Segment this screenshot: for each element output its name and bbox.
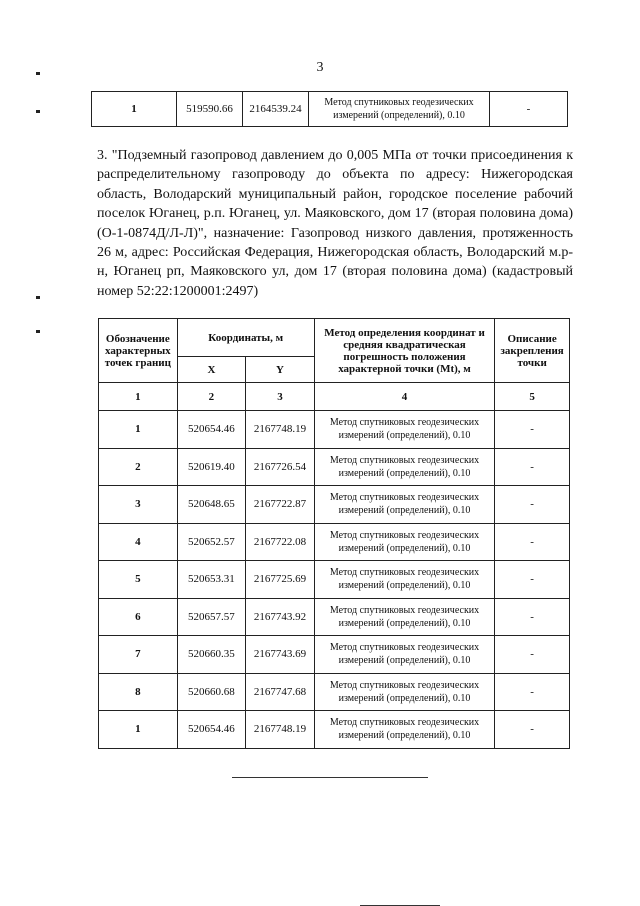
x-cell: 520654.46	[177, 411, 245, 449]
header-row	[99, 319, 570, 357]
y-cell: 2167747.68	[246, 673, 315, 711]
x-header: X	[177, 357, 245, 383]
x-cell: 520654.46	[177, 711, 245, 749]
y-cell: 2164539.24	[243, 92, 309, 127]
description-cell: -	[490, 92, 568, 127]
col-number: 3	[246, 383, 315, 411]
scan-mark	[36, 110, 40, 113]
method-cell: Метод спутниковых геодезических измерений (определений), 0.10	[314, 561, 494, 599]
col-number: 1	[99, 383, 178, 411]
point-cell: 2	[99, 448, 178, 486]
x-cell: 520653.31	[177, 561, 245, 599]
x-cell: 520657.57	[177, 598, 245, 636]
page-number: 3	[316, 60, 324, 75]
description-cell: -	[495, 636, 570, 674]
point-cell: 1	[92, 92, 177, 127]
x-cell: 519590.66	[177, 92, 243, 127]
description-cell: -	[495, 486, 570, 524]
table-row	[99, 411, 570, 449]
point-cell: 4	[99, 523, 178, 561]
method-cell: Метод спутниковых геодезических измерений (определений), 0.10	[314, 636, 494, 674]
point-cell: 1	[99, 411, 178, 449]
col-number: 5	[495, 383, 570, 411]
description-cell: -	[495, 411, 570, 449]
scan-mark	[36, 296, 40, 299]
object-paragraph: 3. "Подземный газопровод давлением до 0,005 МПа от точки присоединения к распределительному газопроводу до объекта по адресу: Нижегородская область, Володарский муниципальный район, городское поселение рабочий поселок Юганец, р.п. Юганец, ул. Маяковского, дом 17 (вторая половина дома) (О-1-0874Д/Л-Л)", назначение: Газопровод низкого давления, протяженность 26 м, адрес: Российская Федерация, Нижегородская область, Володарский м.р-н, Юганец рп, Маяковского ул, дом 17 (вторая половина дома) (кадастровый номер 52:22:1200001:2497)	[97, 148, 573, 299]
table-row	[99, 561, 570, 599]
description-cell: -	[495, 711, 570, 749]
scan-mark	[36, 330, 40, 333]
col-number: 4	[314, 383, 494, 411]
y-cell: 2167725.69	[246, 561, 315, 599]
description-cell: -	[495, 598, 570, 636]
method-cell: Метод спутниковых геодезических измерений (определений), 0.10	[314, 673, 494, 711]
x-cell: 520648.65	[177, 486, 245, 524]
continuation-table	[91, 91, 568, 127]
y-cell: 2167748.19	[246, 711, 315, 749]
coords-header: Координаты, м	[177, 319, 314, 357]
table-row	[99, 673, 570, 711]
table-row	[99, 448, 570, 486]
y-cell: 2167743.69	[246, 636, 315, 674]
point-cell: 5	[99, 561, 178, 599]
y-header: Y	[246, 357, 315, 383]
description-cell: -	[495, 523, 570, 561]
description-cell: -	[495, 448, 570, 486]
coordinates-table	[98, 318, 570, 749]
method-cell: Метод спутниковых геодезических измерений (определений), 0.10	[309, 92, 490, 127]
method-header: Метод определения координат и средняя квадратическая погрешность положения характерной точки (Mt), м	[314, 319, 494, 383]
table-row	[92, 92, 568, 127]
y-cell: 2167748.19	[246, 411, 315, 449]
y-cell: 2167726.54	[246, 448, 315, 486]
table-row	[99, 598, 570, 636]
method-cell: Метод спутниковых геодезических измерений (определений), 0.10	[314, 486, 494, 524]
designation-header: Обозначение характерных точек границ	[99, 319, 178, 383]
x-cell: 520652.57	[177, 523, 245, 561]
y-cell: 2167722.08	[246, 523, 315, 561]
table-row	[99, 711, 570, 749]
method-cell: Метод спутниковых геодезических измерений (определений), 0.10	[314, 711, 494, 749]
x-cell: 520660.35	[177, 636, 245, 674]
column-numbers-row	[99, 383, 570, 411]
table-row	[99, 486, 570, 524]
y-cell: 2167722.87	[246, 486, 315, 524]
point-cell: 1	[99, 711, 178, 749]
description-cell: -	[495, 673, 570, 711]
description-cell: -	[495, 561, 570, 599]
method-cell: Метод спутниковых геодезических измерений (определений), 0.10	[314, 448, 494, 486]
col-number: 2	[177, 383, 245, 411]
point-cell: 6	[99, 598, 178, 636]
method-cell: Метод спутниковых геодезических измерений (определений), 0.10	[314, 411, 494, 449]
table-row	[99, 523, 570, 561]
point-cell: 7	[99, 636, 178, 674]
x-cell: 520660.68	[177, 673, 245, 711]
separator-line	[232, 777, 428, 778]
method-cell: Метод спутниковых геодезических измерений (определений), 0.10	[314, 598, 494, 636]
description-header: Описание закрепления точки	[495, 319, 570, 383]
y-cell: 2167743.92	[246, 598, 315, 636]
point-cell: 8	[99, 673, 178, 711]
x-cell: 520619.40	[177, 448, 245, 486]
point-cell: 3	[99, 486, 178, 524]
table-row	[99, 636, 570, 674]
method-cell: Метод спутниковых геодезических измерений (определений), 0.10	[314, 523, 494, 561]
